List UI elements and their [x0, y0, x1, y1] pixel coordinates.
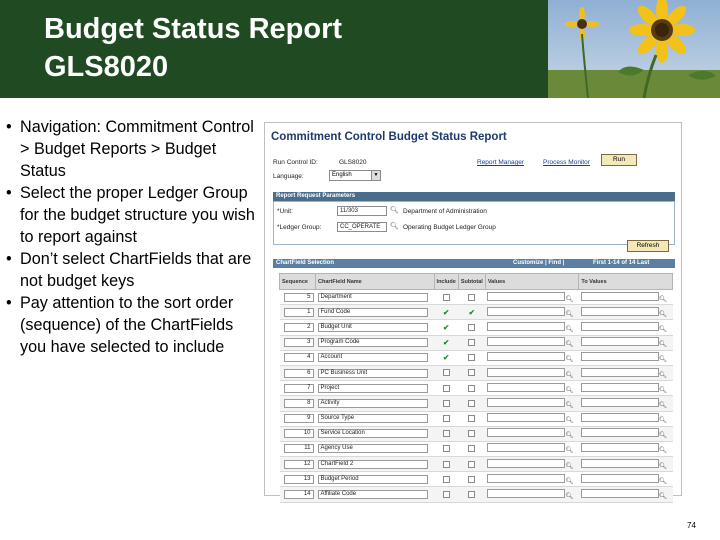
lookup-icon[interactable]: 🔍︎ — [658, 462, 668, 470]
lookup-icon[interactable]: 🔍︎ — [565, 386, 574, 394]
sequence-field[interactable]: 12 — [284, 460, 314, 469]
col-subtotal: Subtotal — [458, 274, 485, 290]
to-values-field[interactable] — [581, 322, 659, 331]
checkbox[interactable] — [443, 476, 450, 483]
checkbox[interactable] — [468, 415, 475, 422]
checkbox[interactable] — [468, 445, 475, 452]
grid-navigation[interactable]: First 1-14 of 14 Last — [593, 260, 650, 266]
to-values-field[interactable] — [581, 443, 659, 452]
chartfield-name: Budget Period — [318, 475, 428, 484]
run-control-value: GLS8020 — [339, 159, 367, 166]
table-row — [280, 365, 673, 380]
table-row — [280, 426, 673, 441]
lookup-icon[interactable]: 🔍︎ — [565, 432, 574, 440]
lookup-icon[interactable]: 🔍︎ — [658, 447, 668, 455]
values-field[interactable] — [487, 383, 565, 392]
slide-title-line-1: Budget Status Report — [44, 13, 343, 45]
values-field[interactable] — [487, 307, 565, 316]
include-cell — [434, 290, 458, 305]
values-field[interactable] — [487, 368, 565, 377]
check-icon[interactable]: ✔ — [443, 322, 450, 332]
include-cell — [434, 365, 458, 380]
checkbox[interactable] — [468, 430, 475, 437]
checkbox[interactable] — [468, 354, 475, 361]
report-request-parameters-header: Report Request Parameters — [273, 192, 675, 201]
values-field[interactable] — [487, 474, 565, 483]
subtotal-cell — [458, 457, 485, 472]
lookup-icon[interactable]: 🔍︎ — [565, 462, 574, 470]
lookup-icon[interactable]: 🔍︎ — [658, 341, 668, 349]
lookup-icon[interactable]: 🔍︎ — [658, 386, 668, 394]
to-values-field[interactable] — [581, 307, 659, 316]
table-row — [280, 411, 673, 426]
subtotal-cell — [458, 365, 485, 380]
to-values-field[interactable] — [581, 398, 659, 407]
checkbox[interactable] — [443, 385, 450, 392]
sequence-field[interactable]: 11 — [284, 444, 314, 453]
sequence-field[interactable]: 10 — [284, 429, 314, 438]
lookup-icon[interactable]: 🔍︎ — [390, 207, 399, 214]
to-values-field[interactable] — [581, 352, 659, 361]
ledger-group-label: *Ledger Group: — [277, 224, 322, 231]
subtotal-cell — [458, 441, 485, 456]
table-row — [280, 335, 673, 350]
chartfield-name: Service Location — [318, 429, 428, 438]
values-field[interactable] — [487, 459, 565, 468]
to-values-field[interactable] — [581, 368, 659, 377]
language-label: Language: — [273, 173, 304, 180]
subtotal-cell — [458, 305, 485, 320]
chartfield-name: Project — [318, 384, 428, 393]
values-field[interactable] — [487, 292, 565, 301]
unit-field[interactable]: 11/303 — [337, 206, 387, 216]
checkbox[interactable] — [468, 461, 475, 468]
col-sequence: Sequence — [280, 274, 316, 290]
lookup-icon[interactable]: 🔍︎ — [565, 477, 574, 485]
bullet-list — [6, 116, 256, 358]
to-values-field[interactable] — [581, 489, 659, 498]
chartfield-name: Account — [318, 353, 428, 362]
include-cell — [434, 472, 458, 487]
lookup-icon[interactable]: 🔍︎ — [565, 417, 574, 425]
subtotal-cell — [458, 426, 485, 441]
values-field[interactable] — [487, 322, 565, 331]
values-field[interactable] — [487, 489, 565, 498]
chartfield-selection-title: ChartField Selection — [276, 260, 335, 266]
include-cell — [434, 396, 458, 411]
slide-title-line-2: GLS8020 — [44, 51, 169, 83]
sequence-field[interactable]: 9 — [284, 414, 314, 423]
chartfield-name: Activity — [318, 399, 428, 408]
lookup-icon[interactable]: 🔍︎ — [390, 223, 399, 230]
subtotal-cell — [458, 335, 485, 350]
col-to-values: To Values — [579, 274, 673, 290]
sequence-field[interactable]: 8 — [284, 399, 314, 408]
process-monitor-link[interactable]: Process Monitor — [543, 159, 590, 166]
values-field[interactable] — [487, 443, 565, 452]
checkbox[interactable] — [468, 476, 475, 483]
report-manager-link[interactable]: Report Manager — [477, 159, 524, 166]
sunflower-photo — [548, 0, 720, 98]
checkbox[interactable] — [468, 294, 475, 301]
include-cell — [434, 305, 458, 320]
to-values-field[interactable] — [581, 292, 659, 301]
sequence-field[interactable]: 6 — [284, 369, 314, 378]
sequence-field[interactable]: 1 — [284, 308, 314, 317]
include-cell — [434, 381, 458, 396]
chartfield-selection-header — [273, 259, 675, 268]
values-field[interactable] — [487, 428, 565, 437]
check-icon[interactable]: ✔ — [443, 353, 450, 363]
chartfield-name: ChartField 2 — [318, 460, 428, 469]
page-number: 74 — [687, 521, 696, 530]
subtotal-cell — [458, 381, 485, 396]
include-cell — [434, 487, 458, 502]
checkbox[interactable] — [443, 294, 450, 301]
bullet-item: • Pay attention to the sort order (sequence) of the ChartFields you have selected to include — [6, 294, 234, 356]
to-values-field[interactable] — [581, 428, 659, 437]
checkbox[interactable] — [468, 400, 475, 407]
language-select[interactable]: English ▼ — [329, 170, 381, 181]
slide-title — [44, 10, 342, 86]
chartfield-name: Agency Use — [318, 444, 428, 453]
subtotal-cell — [458, 350, 485, 365]
budget-status-screenshot — [264, 122, 682, 501]
unit-label: *Unit: — [277, 208, 293, 215]
chartfield-name: Fund Code — [318, 308, 428, 317]
checkbox[interactable] — [468, 491, 475, 498]
table-row — [280, 350, 673, 365]
chartfield-name: Source Type — [318, 414, 428, 423]
sequence-field[interactable]: 5 — [284, 293, 314, 302]
lookup-icon[interactable]: 🔍︎ — [565, 341, 574, 349]
table-row — [280, 305, 673, 320]
include-cell — [434, 335, 458, 350]
checkbox[interactable] — [443, 369, 450, 376]
page-title: Commitment Control Budget Status Report — [271, 131, 507, 143]
lookup-icon[interactable]: 🔍︎ — [658, 417, 668, 425]
table-row — [280, 396, 673, 411]
bullet-item: • Don’t select ChartFields that are not budget keys — [6, 250, 252, 290]
values-field[interactable] — [487, 337, 565, 346]
unit-description: Department of Administration — [403, 208, 487, 215]
include-cell — [434, 457, 458, 472]
values-field[interactable] — [487, 398, 565, 407]
lookup-icon[interactable]: 🔍︎ — [565, 493, 574, 501]
to-values-field[interactable] — [581, 337, 659, 346]
values-field[interactable] — [487, 413, 565, 422]
customize-find-link[interactable]: Customize | Find | — [513, 260, 565, 266]
run-button[interactable]: Run — [601, 154, 637, 166]
checkbox[interactable] — [468, 369, 475, 376]
chartfield-name: Department — [318, 293, 428, 302]
table-row — [280, 457, 673, 472]
chartfield-name: Program Code — [318, 338, 428, 347]
ledger-group-description: Operating Budget Ledger Group — [403, 224, 496, 231]
checkbox[interactable] — [468, 385, 475, 392]
lookup-icon[interactable]: 🔍︎ — [658, 371, 668, 379]
check-icon[interactable]: ✔ — [443, 338, 450, 348]
values-field[interactable] — [487, 352, 565, 361]
include-cell — [434, 411, 458, 426]
table-row — [280, 487, 673, 502]
refresh-button[interactable]: Refresh — [627, 240, 669, 252]
bullet-item: • Navigation: Commitment Control > Budget Reports > Budget Status — [6, 118, 254, 180]
lookup-icon[interactable]: 🔍︎ — [658, 295, 668, 303]
run-control-label: Run Control ID: — [273, 159, 318, 166]
checkbox[interactable] — [443, 491, 450, 498]
sequence-field[interactable]: 13 — [284, 475, 314, 484]
lookup-icon[interactable]: 🔍︎ — [565, 401, 574, 409]
subtotal-cell — [458, 411, 485, 426]
subtotal-cell — [458, 472, 485, 487]
table-row — [280, 441, 673, 456]
chartfield-grid — [279, 273, 673, 503]
lookup-icon[interactable]: 🔍︎ — [658, 493, 668, 501]
col-chartfield-name: ChartField Name — [316, 274, 435, 290]
chartfield-name: Affiliate Code — [318, 490, 428, 499]
lookup-icon[interactable]: 🔍︎ — [565, 295, 574, 303]
lookup-icon[interactable]: 🔍︎ — [658, 401, 668, 409]
checkbox[interactable] — [443, 400, 450, 407]
chevron-down-icon: ▼ — [371, 171, 380, 180]
col-values: Values — [485, 274, 579, 290]
subtotal-cell — [458, 320, 485, 335]
lookup-icon[interactable]: 🔍︎ — [658, 356, 668, 364]
checkbox[interactable] — [443, 445, 450, 452]
subtotal-cell — [458, 396, 485, 411]
subtotal-cell — [458, 290, 485, 305]
to-values-field[interactable] — [581, 474, 659, 483]
lookup-icon[interactable]: 🔍︎ — [565, 325, 574, 333]
lookup-icon[interactable]: 🔍︎ — [658, 325, 668, 333]
lookup-icon[interactable]: 🔍︎ — [658, 477, 668, 485]
include-cell — [434, 441, 458, 456]
sequence-field[interactable]: 3 — [284, 338, 314, 347]
chartfield-name: Budget Unit — [318, 323, 428, 332]
lookup-icon[interactable]: 🔍︎ — [658, 310, 668, 318]
table-row — [280, 320, 673, 335]
table-row — [280, 290, 673, 305]
lookup-icon[interactable]: 🔍︎ — [565, 371, 574, 379]
checkbox[interactable] — [443, 461, 450, 468]
subtotal-cell — [458, 487, 485, 502]
to-values-field[interactable] — [581, 459, 659, 468]
lookup-icon[interactable]: 🔍︎ — [565, 310, 574, 318]
col-include: Include — [434, 274, 458, 290]
table-row — [280, 381, 673, 396]
to-values-field[interactable] — [581, 413, 659, 422]
checkbox[interactable] — [443, 415, 450, 422]
lookup-icon[interactable]: 🔍︎ — [565, 447, 574, 455]
ledger-group-field[interactable]: CC_OPERATE — [337, 222, 387, 232]
include-cell — [434, 426, 458, 441]
table-row — [280, 472, 673, 487]
check-icon[interactable]: ✔ — [443, 307, 450, 317]
include-cell — [434, 350, 458, 365]
lookup-icon[interactable]: 🔍︎ — [565, 356, 574, 364]
chartfield-name: PC Business Unit — [318, 369, 428, 378]
checkbox[interactable] — [468, 324, 475, 331]
bullet-item: • Select the proper Ledger Group for the budget structure you wish to report against — [6, 184, 255, 246]
checkbox[interactable] — [443, 430, 450, 437]
lookup-icon[interactable]: 🔍︎ — [658, 432, 668, 440]
sequence-field[interactable]: 2 — [284, 323, 314, 332]
sequence-field[interactable]: 4 — [284, 353, 314, 362]
check-icon[interactable]: ✔ — [468, 307, 475, 317]
title-banner — [0, 0, 720, 98]
to-values-field[interactable] — [581, 383, 659, 392]
sequence-field[interactable]: 7 — [284, 384, 314, 393]
sequence-field[interactable]: 14 — [284, 490, 314, 499]
include-cell — [434, 320, 458, 335]
checkbox[interactable] — [468, 339, 475, 346]
